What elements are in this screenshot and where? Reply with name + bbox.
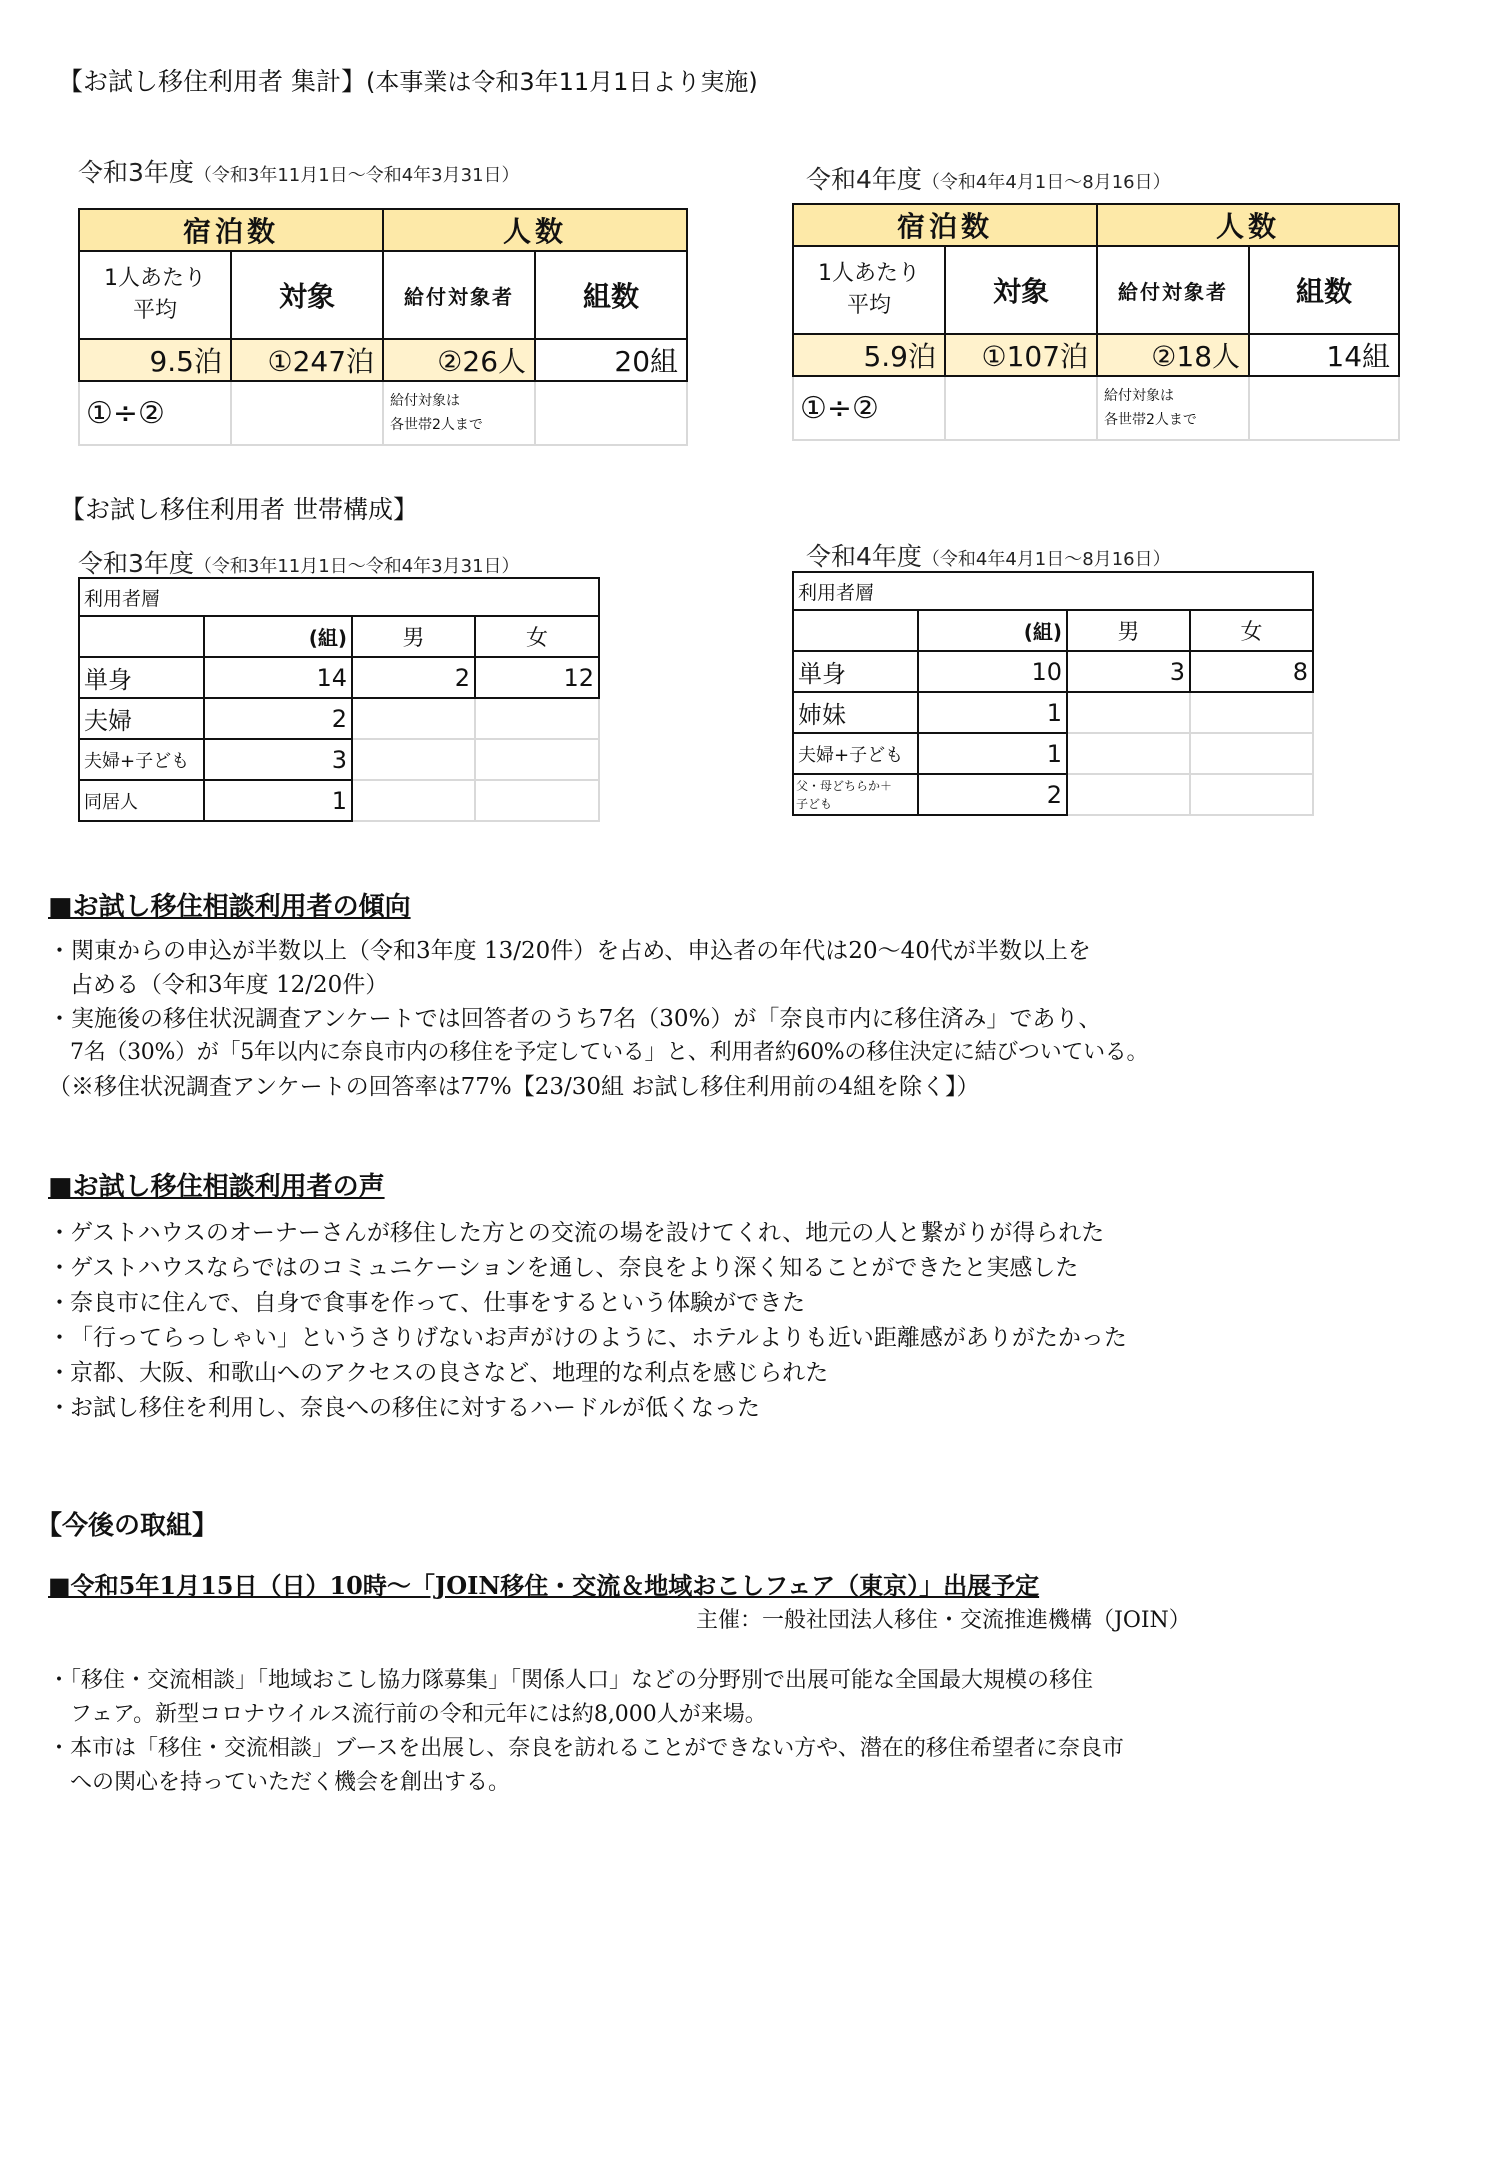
value-target-nights: ①107泊	[945, 334, 1097, 376]
household-r3-range: （令和3年11月1日～令和4年3月31日）	[193, 556, 520, 577]
row-female	[475, 780, 599, 821]
household-r4-period	[806, 537, 1171, 573]
list-item-text: 京都、大阪、和歌山へのアクセスの良さなど、地理的な利点を感じられた	[70, 1360, 829, 1386]
trends-body	[48, 934, 1488, 1104]
empty-cell	[945, 376, 1097, 440]
label-beneficiaries: 給付対象者	[383, 251, 535, 339]
list-item	[48, 1286, 1488, 1321]
household-table-r3	[78, 577, 600, 822]
list-item-text: 奈良市に住んで、自身で食事を作って、仕事をするという体験ができた	[70, 1290, 806, 1316]
bullet-icon: ・	[48, 1325, 71, 1351]
label-average-line1: 1人あたり	[104, 266, 206, 291]
list-item	[48, 1356, 1488, 1391]
row-count: 10	[918, 651, 1067, 692]
label-average	[79, 251, 231, 339]
voices-heading: ■お試し移住相談利用者の声	[48, 1172, 385, 1202]
summary-r4-year: 令和4年度	[806, 165, 922, 194]
header-people: 人数	[1097, 204, 1399, 246]
column-header-female: 女	[475, 616, 599, 657]
label-target: 対象	[945, 246, 1097, 334]
page-title-subtitle: (本事業は令和3年11月1日より実施)	[365, 68, 758, 96]
column-header-male: 男	[1067, 610, 1190, 651]
page-title	[58, 62, 758, 98]
benefit-note-line1: 給付対象は	[390, 393, 461, 409]
row-male	[1067, 733, 1190, 774]
table-row	[79, 739, 599, 780]
future-line: への関心を持っていただく機会を創出する。	[70, 1770, 511, 1795]
formula-note: ①÷②	[79, 381, 231, 445]
benefit-note-line2: 各世帯2人まで	[1104, 412, 1197, 428]
trends-line	[48, 934, 1488, 968]
row-label: 単身	[793, 651, 918, 692]
row-female	[1190, 692, 1313, 733]
user-segment-caption: 利用者層	[793, 572, 1313, 610]
household-r3-period	[78, 544, 520, 580]
trends-text: 実施後の移住状況調査アンケートでは回答者のうち7名（30%）が「奈良市内に移住済み」であり、	[71, 1006, 1102, 1032]
future-line: フェア。新型コロナウイルス流行前の令和元年には約8,000人が来場。	[70, 1702, 767, 1727]
trends-line: 占める（令和3年度 12/20件）	[70, 972, 389, 998]
value-average: 5.9泊	[793, 334, 945, 376]
bullet-icon: ・	[48, 1360, 71, 1386]
label-average-line2: 平均	[846, 293, 891, 318]
bullet-icon: ・	[48, 1395, 71, 1421]
trends-note: （※移住状況調査アンケートの回答率は77%【23/30組 お試し移住利用前の4組を除く】）	[48, 1074, 980, 1100]
row-male: 3	[1067, 651, 1190, 692]
household-r3-year: 令和3年度	[78, 549, 194, 578]
table-row	[793, 774, 1313, 815]
list-item	[48, 1321, 1488, 1356]
list-item-text: ゲストハウスのオーナーさんが移住した方との交流の場を設けてくれ、地元の人と繋がりが得られた	[70, 1220, 1105, 1246]
row-female	[1190, 733, 1313, 774]
label-groups: 組数	[1249, 246, 1399, 334]
event-heading: ■令和5年1月15日（日）10時～「JOIN移住・交流＆地域おこしフェア（東京）」出展予定	[48, 1571, 1040, 1600]
row-male: 2	[352, 657, 475, 698]
label-average	[793, 246, 945, 334]
table-row	[793, 651, 1313, 692]
future-text: 本市は「移住・交流相談」ブースを出展し、奈良を訪れることができない方や、潜在的移住希望者に奈良市	[70, 1736, 1124, 1761]
header-people: 人数	[383, 209, 687, 251]
value-target-nights: ①247泊	[231, 339, 383, 381]
list-item-text: お試し移住を利用し、奈良への移住に対するハードルが低くなった	[70, 1395, 760, 1421]
row-label: 単身	[79, 657, 204, 698]
bullet-icon: ・	[48, 1668, 71, 1693]
table-row	[79, 698, 599, 739]
future-title: 【今後の取組】	[36, 1511, 219, 1541]
bullet-icon: ・	[48, 1220, 71, 1246]
bullet-icon: ・	[48, 1255, 71, 1281]
row-label-line1: 父・母どちらか＋	[796, 778, 893, 793]
column-header-blank	[79, 616, 204, 657]
row-count: 14	[204, 657, 352, 698]
empty-cell	[535, 381, 687, 445]
bullet-icon: ・	[48, 1006, 71, 1032]
row-count: 1	[918, 692, 1067, 733]
value-average: 9.5泊	[79, 339, 231, 381]
list-item	[48, 1391, 1488, 1426]
row-label: 同居人	[79, 780, 204, 821]
voices-list	[48, 1216, 1488, 1426]
household-r4-range: （令和4年4月1日～8月16日）	[921, 549, 1171, 570]
row-count: 1	[204, 780, 352, 821]
column-header-groups: (組)	[204, 616, 352, 657]
bullet-icon: ・	[48, 1290, 71, 1316]
bullet-icon: ・	[48, 1736, 71, 1761]
row-male	[352, 780, 475, 821]
row-count: 2	[204, 698, 352, 739]
page-title-main: 【お試し移住利用者 集計】	[58, 67, 366, 96]
row-female	[475, 698, 599, 739]
summary-table-r4	[792, 203, 1400, 441]
row-female: 12	[475, 657, 599, 698]
list-item	[48, 1216, 1488, 1251]
bullet-icon: ・	[48, 938, 71, 964]
label-beneficiaries: 給付対象者	[1097, 246, 1249, 334]
trends-line: 7名（30%）が「5年以内に奈良市内の移住を予定している」と、利用者約60%の移住決定に結びついている。	[70, 1040, 1149, 1065]
household-table-r4	[792, 571, 1314, 816]
row-male	[352, 698, 475, 739]
summary-r4-range: （令和4年4月1日～8月16日）	[921, 172, 1171, 193]
header-stays: 宿泊数	[793, 204, 1097, 246]
event-organizer: 主催：一般社団法人移住・交流推進機構（JOIN）	[696, 1608, 1191, 1633]
table-row	[793, 733, 1313, 774]
table-row	[793, 692, 1313, 733]
column-header-female: 女	[1190, 610, 1313, 651]
benefit-note-line1: 給付対象は	[1104, 388, 1175, 404]
label-groups: 組数	[535, 251, 687, 339]
future-body	[48, 1664, 1488, 1800]
table-row	[79, 657, 599, 698]
row-label-line2: 子ども	[796, 796, 833, 811]
benefit-note	[383, 381, 535, 445]
column-header-blank	[793, 610, 918, 651]
row-label: 夫婦	[79, 698, 204, 739]
list-item	[48, 1251, 1488, 1286]
household-title: 【お試し移住利用者 世帯構成】	[60, 495, 418, 524]
summary-table-r3	[78, 208, 688, 446]
list-item-text: ゲストハウスならではのコミュニケーションを通し、奈良をより深く知ることができたと実感した	[70, 1255, 1079, 1281]
label-average-line2: 平均	[132, 298, 177, 323]
column-header-male: 男	[352, 616, 475, 657]
row-label: 姉妹	[793, 692, 918, 733]
value-groups: 20組	[535, 339, 687, 381]
benefit-note-line2: 各世帯2人まで	[390, 417, 483, 433]
trends-heading: ■お試し移住相談利用者の傾向	[48, 892, 411, 922]
trends-line	[48, 1002, 1488, 1036]
label-average-line1: 1人あたり	[818, 261, 920, 286]
row-count: 2	[918, 774, 1067, 815]
row-female	[475, 739, 599, 780]
value-beneficiaries: ②26人	[383, 339, 535, 381]
table-row	[79, 780, 599, 821]
label-target: 対象	[231, 251, 383, 339]
future-line	[48, 1664, 1488, 1698]
row-count: 1	[918, 733, 1067, 774]
row-label	[793, 774, 918, 815]
summary-r3-period	[78, 153, 520, 189]
row-male	[352, 739, 475, 780]
header-stays: 宿泊数	[79, 209, 383, 251]
summary-r4-period	[806, 160, 1171, 196]
row-male	[1067, 774, 1190, 815]
list-item-text: 「行ってらっしゃい」というさりげないお声がけのように、ホテルよりも近い距離感がありがたかった	[70, 1325, 1127, 1351]
future-text: 「移住・交流相談」「地域おこし協力隊募集」「関係人口」などの分野別で出展可能な全国最大規模の移住	[70, 1668, 1094, 1693]
formula-note: ①÷②	[793, 376, 945, 440]
row-female: 8	[1190, 651, 1313, 692]
row-label: 夫婦+子ども	[793, 733, 918, 774]
empty-cell	[231, 381, 383, 445]
summary-r3-range: （令和3年11月1日～令和4年3月31日）	[193, 165, 520, 186]
row-label: 夫婦+子ども	[79, 739, 204, 780]
household-r4-year: 令和4年度	[806, 542, 922, 571]
future-line	[48, 1732, 1488, 1766]
trends-text: 関東からの申込が半数以上（令和3年度 13/20件）を占め、申込者の年代は20～40代が半数以上を	[71, 938, 1091, 964]
row-count: 3	[204, 739, 352, 780]
row-male	[1067, 692, 1190, 733]
value-groups: 14組	[1249, 334, 1399, 376]
user-segment-caption: 利用者層	[79, 578, 599, 616]
row-female	[1190, 774, 1313, 815]
summary-r3-year: 令和3年度	[78, 158, 194, 187]
column-header-groups: (組)	[918, 610, 1067, 651]
empty-cell	[1249, 376, 1399, 440]
benefit-note	[1097, 376, 1249, 440]
value-beneficiaries: ②18人	[1097, 334, 1249, 376]
